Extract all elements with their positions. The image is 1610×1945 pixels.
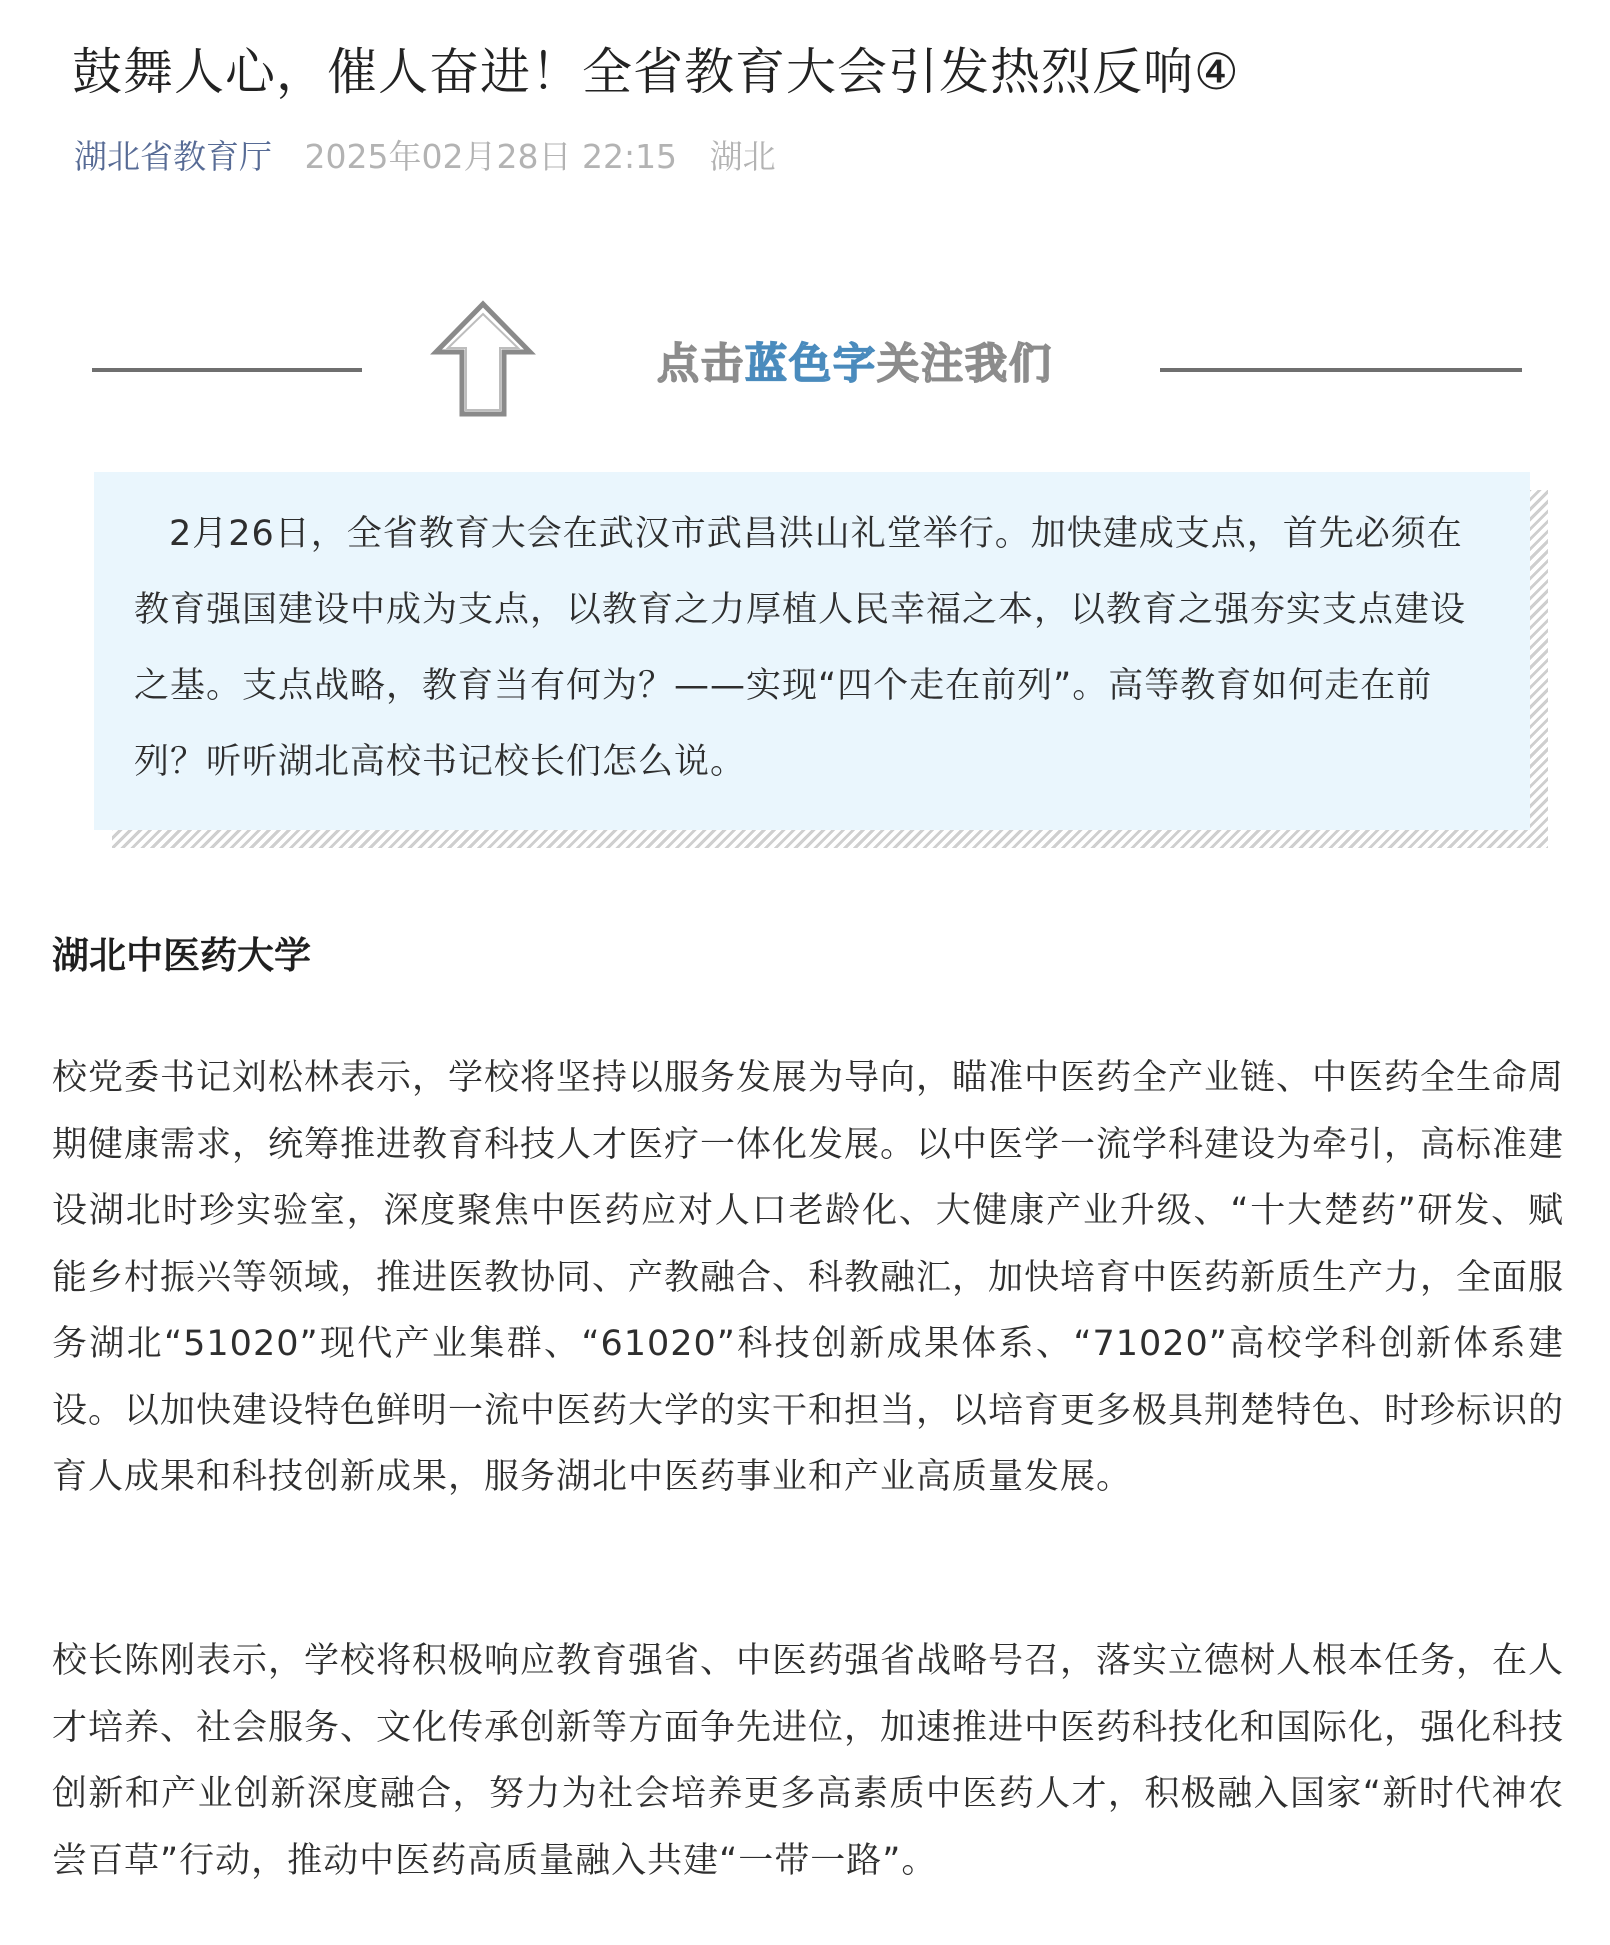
- banner-divider-right: [1160, 368, 1522, 372]
- article-meta: [74, 134, 776, 180]
- publish-date: 2025年02月28日 22:15: [304, 137, 678, 176]
- up-arrow-icon: [430, 300, 536, 418]
- follow-us-text: [657, 336, 1053, 392]
- paragraph-president: 校长陈刚表示，学校将积极响应教育强省、中医药强省战略号召，落实立德树人根本任务，在人才培养、社会服务、文化传承创新等方面争先进位，加速推进中医药科技化和国际化，强化科技创新和产业创新深度融合，努力为社会培养更多高素质中医药人才，积极融入国家“新时代神农尝百草”行动，推动中医药高质量融入共建“一带一路”。: [52, 1641, 1565, 1881]
- follow-text-part3: 关注我们: [877, 339, 1054, 388]
- follow-text-blue-words: 蓝色字: [745, 339, 878, 388]
- account-name-link[interactable]: 湖北省教育厅: [74, 137, 272, 176]
- section-heading: 湖北中医药大学: [52, 934, 311, 977]
- article-title: 鼓舞人心，催人奋进！全省教育大会引发热烈反响④: [72, 43, 1240, 101]
- intro-box: [94, 472, 1530, 830]
- paragraph-party-secretary: 校党委书记刘松林表示，学校将坚持以服务发展为导向，瞄准中医药全产业链、中医药全生命周期健康需求，统筹推进教育科技人才医疗一体化发展。以中医学一流学科建设为牵引，高标准建设湖北时珍实验室，深度聚焦中医药应对人口老龄化、大健康产业升级、“十大楚药”研发、赋能乡村振兴等领域，推进医教协同、产教融合、科教融汇，加快培育中医药新质生产力，全面服务湖北“51020”现代产业集群、“61020”科技创新成果体系、“71020”高校学科创新体系建设。以加快建设特色鲜明一流中医药大学的实干和担当，以培育更多极具荆楚特色、时珍标识的育人成果和科技创新成果，服务湖北中医药事业和产业高质量发展。: [52, 1058, 1565, 1497]
- follow-banner: [92, 300, 1522, 430]
- follow-text-part1: 点击: [657, 339, 746, 388]
- intro-text: 2月26日，全省教育大会在武汉市武昌洪山礼堂举行。加快建成支点，首先必须在教育强国建设中成为支点，以教育之力厚植人民幸福之本，以教育之强夯实支点建设之基。支点战略，教育当有何为？——实现“四个走在前列”。高等教育如何走在前列？听听湖北高校书记校长们怎么说。: [134, 514, 1467, 782]
- publish-location: 湖北: [709, 137, 776, 176]
- banner-divider-left: [92, 368, 362, 372]
